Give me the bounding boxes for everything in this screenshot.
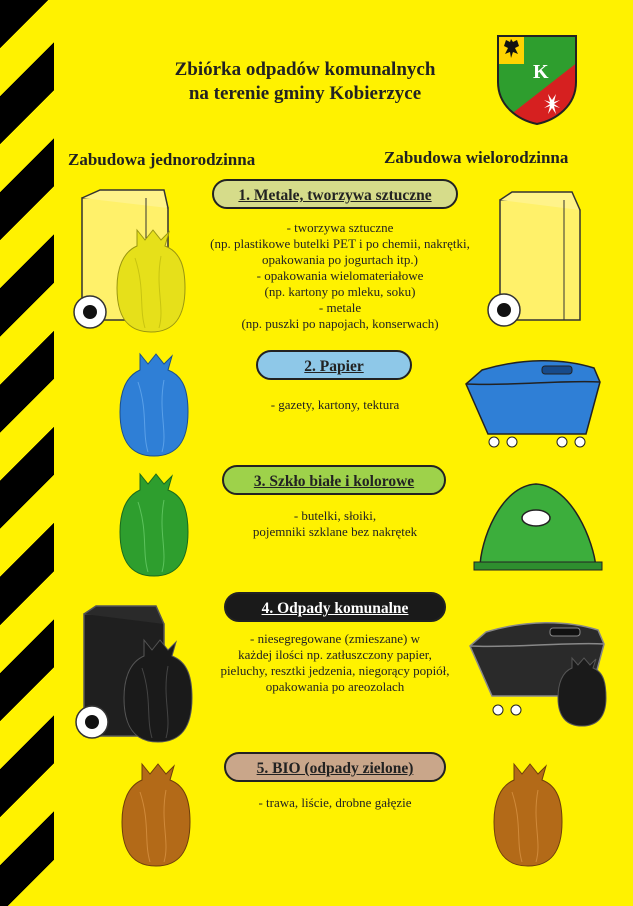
coat-of-arms-icon	[496, 34, 578, 126]
category-description-paper	[220, 397, 450, 413]
description-line: - trawa, liście, drobne gałęzie	[258, 795, 412, 810]
category-pill-mixed-waste: 4. Odpady komunalne	[224, 592, 446, 622]
green-trash-bag-icon	[118, 472, 190, 578]
category-pill-bio: 5. BIO (odpady zielone)	[224, 752, 446, 782]
column-header-single-family: Zabudowa jednorodzinna	[68, 150, 256, 169]
yellow-trash-bag-icon	[115, 228, 187, 334]
large-container-icon	[484, 190, 584, 330]
column-header-multi-family: Zabudowa wielorodzinna	[384, 148, 569, 167]
green-glass-bell-icon	[470, 482, 606, 574]
description-line: pieluchy, resztki jedzenia, niegorący popiół,	[220, 663, 450, 678]
title-line-2: na terenie gminy Kobierzyce	[188, 83, 422, 104]
category-pill-metals-plastics: 1. Metale, tworzywa sztuczne	[212, 179, 458, 209]
brown-trash-bag-icon	[120, 762, 192, 868]
category-description-metals-plastics	[180, 220, 500, 332]
svg-text:K: K	[533, 61, 549, 83]
description-line: pojemniki szklane bez nakrętek	[252, 524, 418, 539]
category-description-glass	[205, 508, 465, 540]
category-pill-paper: 2. Papier	[256, 350, 412, 380]
description-line: opakowania po areozolach	[265, 679, 405, 694]
category-pill-glass: 3. Szkło białe i kolorowe	[222, 465, 446, 495]
description-line: - metale	[318, 300, 362, 315]
blue-container-icon	[462, 356, 602, 451]
description-line: (np. kartony po mleku, soku)	[264, 284, 416, 299]
black-trash-bag-small-icon	[556, 656, 608, 728]
title-line-1: Zbiórka odpadów komunalnych	[174, 59, 436, 80]
black-trash-bag-icon	[122, 638, 194, 744]
hazard-stripes	[0, 0, 54, 906]
description-line: każdej ilości np. zatłuszczony papier,	[238, 647, 432, 662]
description-line: - butelki, słoiki,	[293, 508, 377, 523]
category-description-mixed-waste	[200, 631, 470, 695]
description-line: (np. plastikowe butelki PET i po chemii, nakrętki,	[210, 236, 470, 251]
description-line: opakowania po jogurtach itp.)	[262, 252, 418, 267]
description-line: - opakowania wielomateriałowe	[256, 268, 424, 283]
page-title	[105, 58, 505, 106]
description-line: - tworzywa sztuczne	[286, 220, 394, 235]
description-line: - niesegregowane (zmieszane) w	[250, 631, 420, 646]
description-line: - gazety, kartony, tektura	[270, 397, 400, 412]
brown-trash-bag-icon	[492, 762, 564, 868]
blue-trash-bag-icon	[118, 352, 190, 458]
description-line: (np. puszki po napojach, konserwach)	[241, 316, 439, 331]
category-description-bio	[210, 795, 460, 811]
